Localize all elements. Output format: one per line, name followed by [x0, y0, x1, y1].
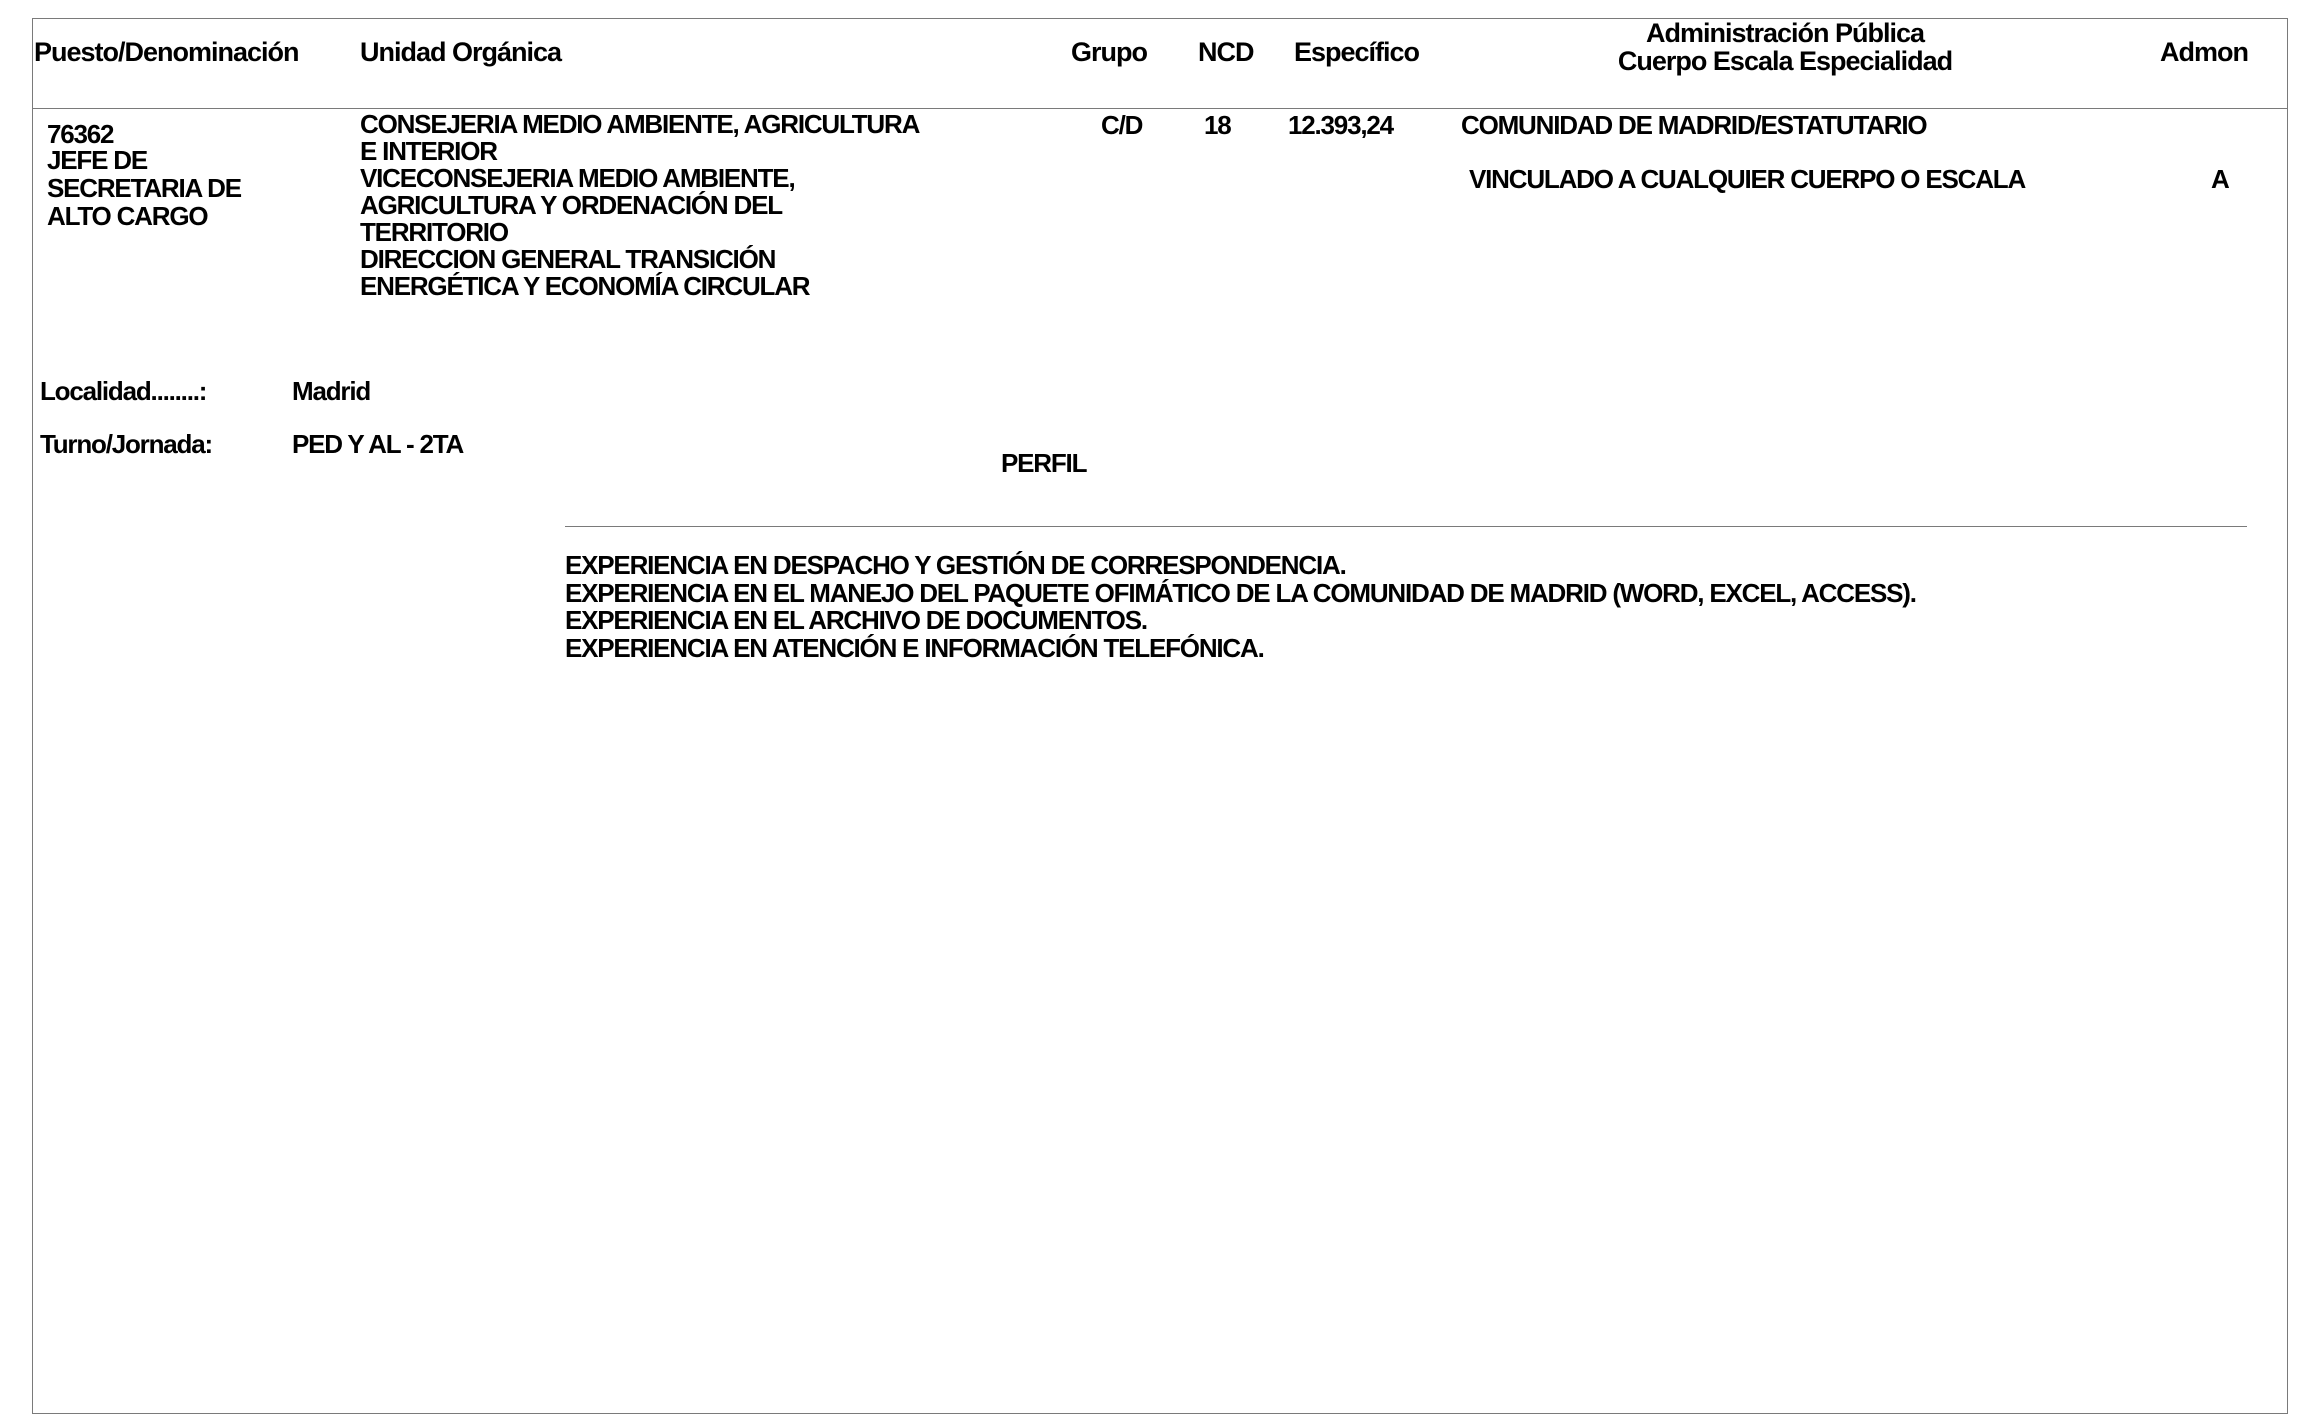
record-ncd: 18 [1204, 110, 1231, 140]
header-puesto: Puesto/Denominación [34, 37, 299, 67]
turno-label: Turno/Jornada: [40, 429, 212, 459]
record-cuerpo: VINCULADO A CUALQUIER CUERPO O ESCALA [1469, 164, 2026, 194]
record-admin-publica: COMUNIDAD DE MADRID/ESTATUTARIO [1461, 110, 1927, 140]
record-denominacion: JEFE DE SECRETARIA DE ALTO CARGO [47, 145, 241, 231]
header-grupo: Grupo [1071, 37, 1147, 67]
header-ncd: NCD [1198, 37, 1254, 67]
perfil-lines: EXPERIENCIA EN DESPACHO Y GESTIÓN DE CORRESPONDENCIA. EXPERIENCIA EN EL MANEJO DEL PAQUETE OFIMÁTICO DE LA COMUNIDAD DE MADRID (WORD, EXCEL, ACCESS). EXPERIENCIA EN EL ARCHIVO DE DOCUMENTOS. EXPERIENCIA EN ATENCIÓN E INFORMACIÓN TELEFÓNICA. [565, 550, 1916, 663]
perfil-title: PERFIL [1001, 448, 1087, 478]
record-code: 76362 [47, 119, 114, 149]
record-admon: A [2211, 164, 2229, 194]
record-grupo: C/D [1101, 110, 1143, 140]
localidad-label: Localidad........: [40, 376, 207, 406]
record-unidad-organica: CONSEJERIA MEDIO AMBIENTE, AGRICULTURA E INTERIOR VICECONSEJERIA MEDIO AMBIENTE, AGRICULTURA Y ORDENACIÓN DEL TERRITORIO DIRECCION GENERAL TRANSICIÓN ENERGÉTICA Y ECONOMÍA CIRCULAR [360, 109, 920, 301]
header-admon: Admon [2160, 37, 2248, 67]
header-admin-line2: Cuerpo Escala Especialidad [1617, 46, 1953, 76]
header-admin-line1: Administración Pública [1645, 18, 1925, 48]
header-unidad: Unidad Orgánica [360, 37, 562, 67]
turno-value: PED Y AL - 2TA [292, 429, 464, 459]
localidad-value: Madrid [292, 376, 371, 406]
header-especifico: Específico [1294, 37, 1420, 67]
perfil-divider [565, 526, 2247, 527]
record-especifico: 12.393,24 [1288, 110, 1393, 140]
